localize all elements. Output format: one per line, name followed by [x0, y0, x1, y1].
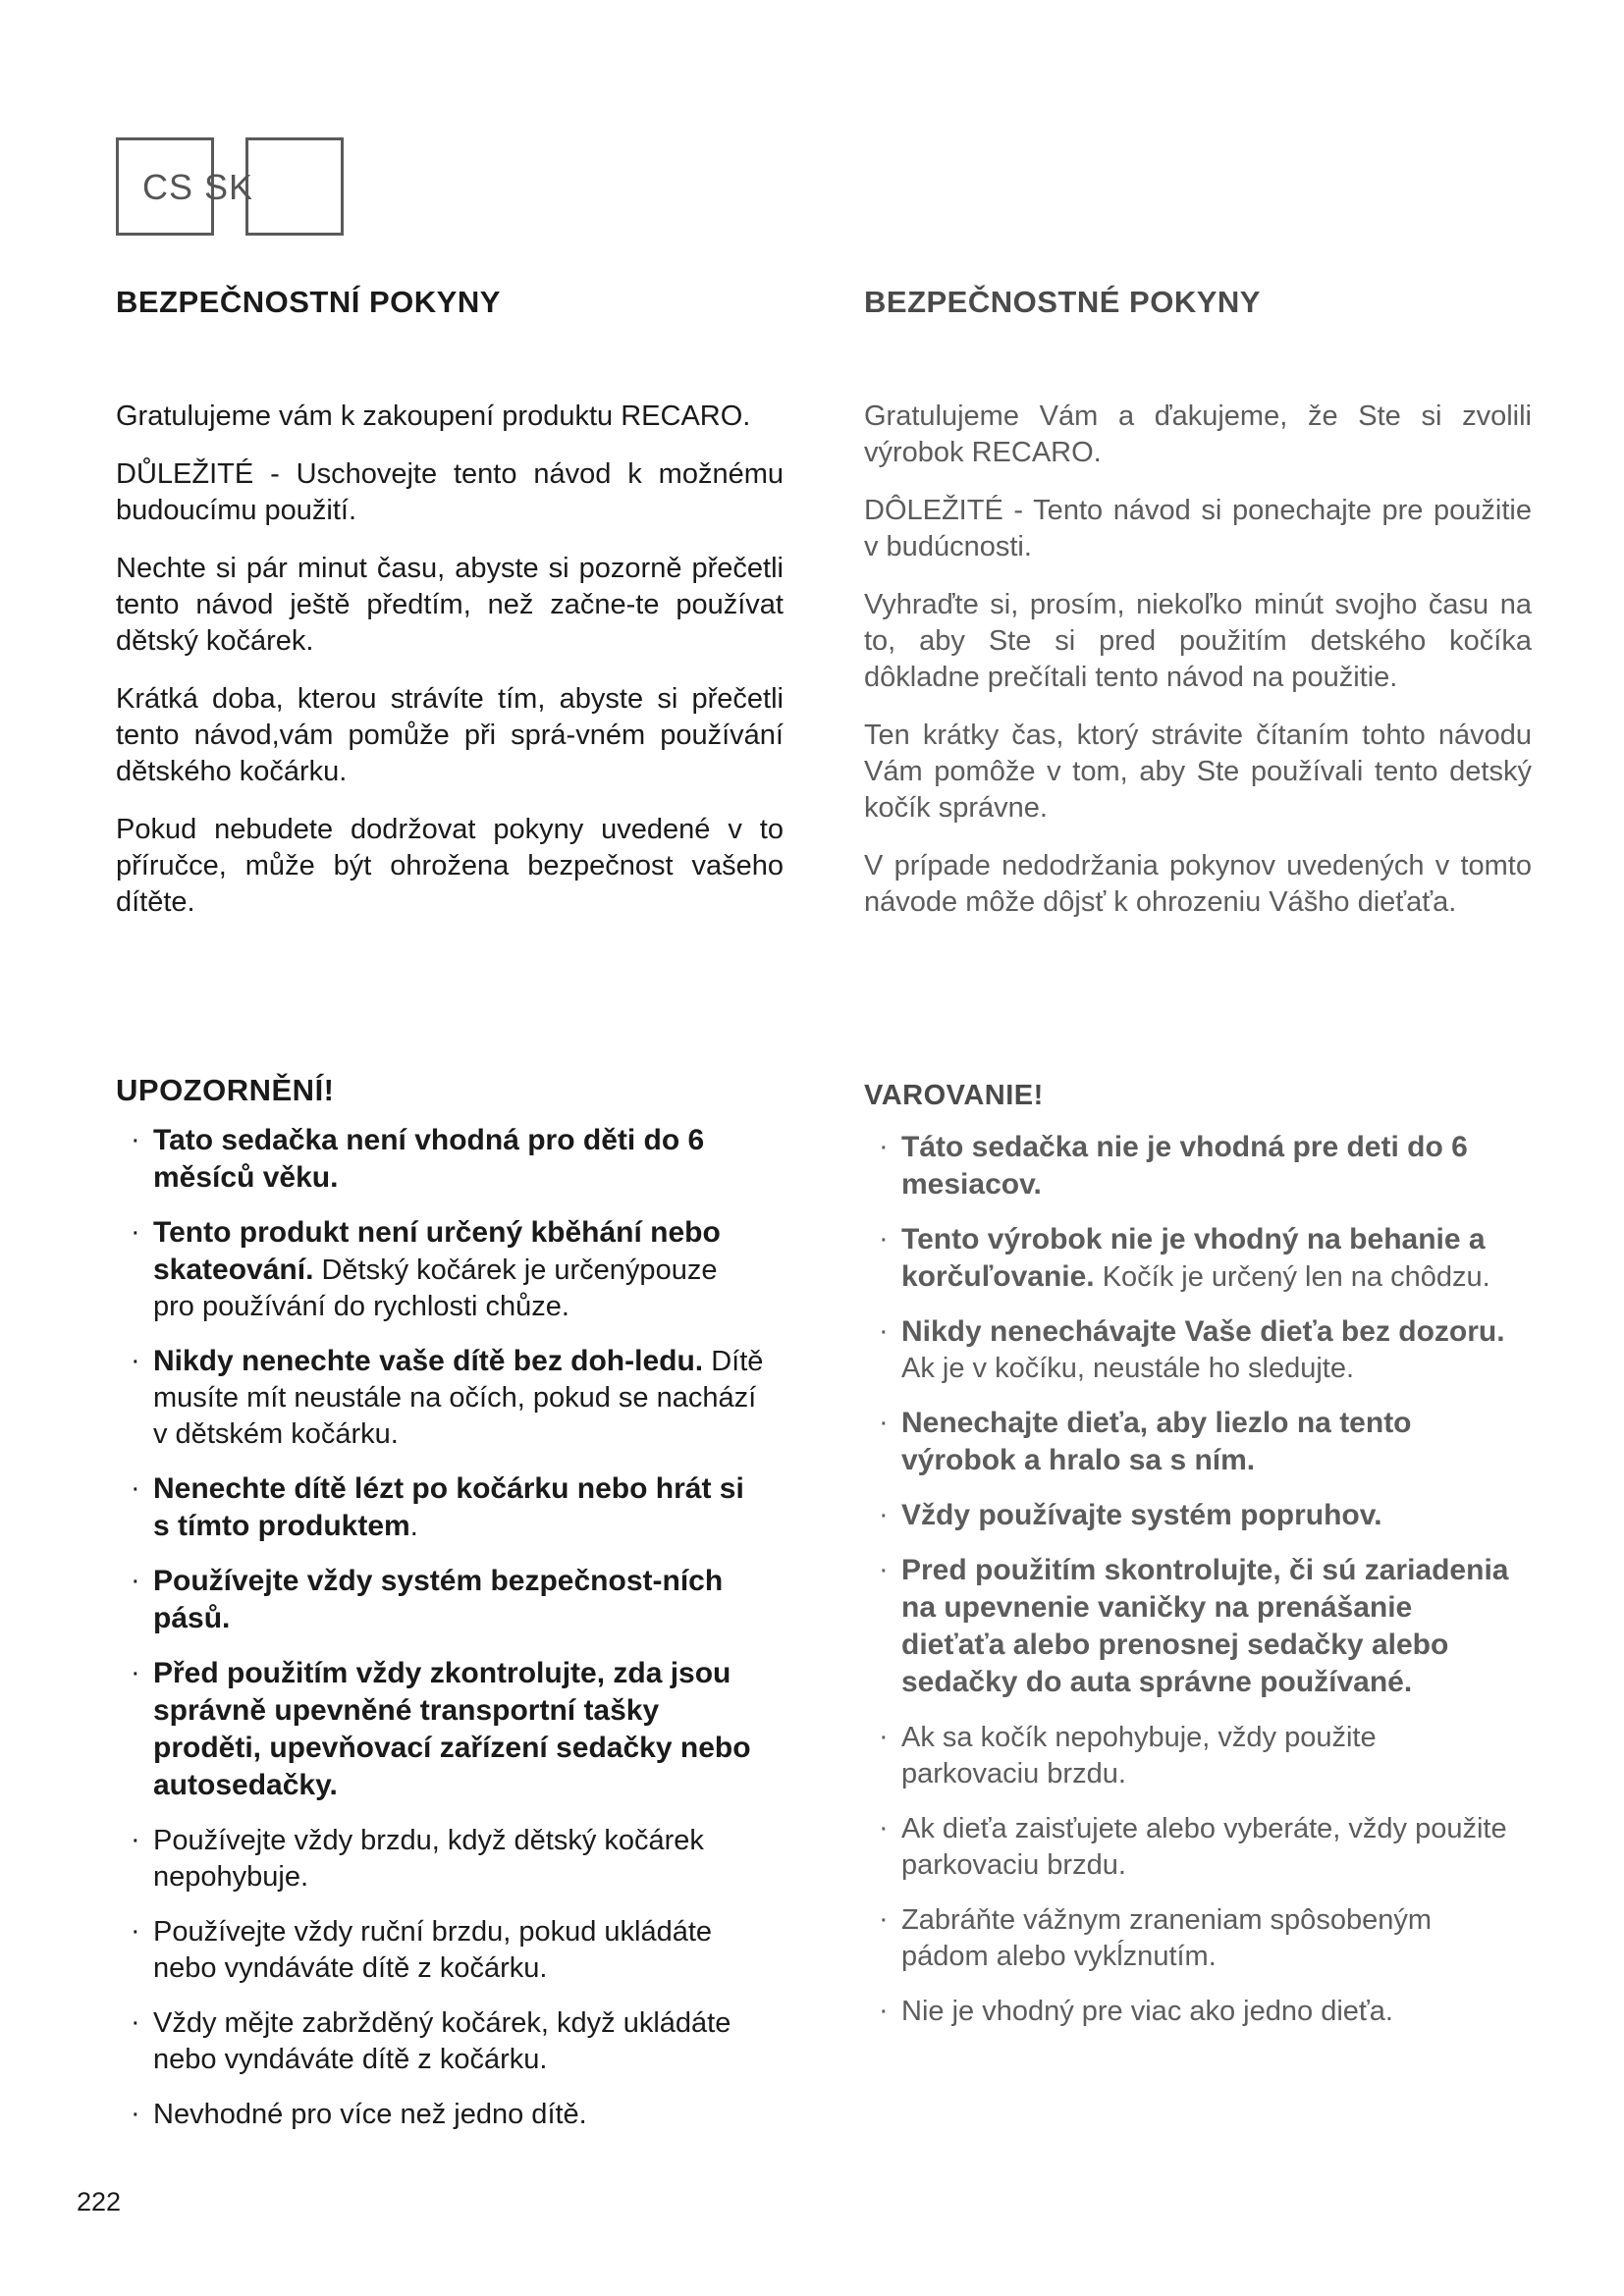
list-item: · Tento produkt není určený kběhání nebo skateování. Dětský kočárek je určenýpouze pro používání do rychlosti chůze. [116, 1214, 764, 1325]
list-item: · Ak dieťa zaisťujete alebo vyberáte, vždy použite parkovaciu brzdu. [864, 1810, 1512, 1884]
list-item: · Tato sedačka není vhodná pro děti do 6 měsíců věku. [116, 1122, 764, 1197]
page-number: 222 [77, 2187, 122, 2216]
list-item: · Nie je vhodný pre viac ako jedno dieťa. [864, 1993, 1512, 2030]
list-item: · Před použitím vždy zkontrolujte, zda jsou správně upevněné transportní tašky proděti, upevňovací zařízení sedačky nebo autosedačky. [116, 1655, 764, 1804]
list-item: · Tento výrobok nie je vhodný na behanie a korčuľovanie. Kočík je určený len na chôdzu. [864, 1221, 1512, 1296]
intro-paragraph: DÔLEŽITÉ - Tento návod si ponechajte pre použitie v budúcnosti. [864, 495, 1532, 562]
warning-list-sk [864, 1129, 1512, 2048]
language-codes: CS SK [142, 167, 254, 207]
list-item: · Vždy používajte systém popruhov. [864, 1497, 1512, 1534]
column-cs [116, 285, 784, 942]
intro-paragraph: DŮLEŽITÉ - Uschovejte tento návod k možnému budoucímu použití. [116, 458, 784, 526]
intro-cs [116, 399, 784, 921]
list-item: · Táto sedačka nie je vhodná pre deti do 6 mesiacov. [864, 1129, 1512, 1203]
list-item: · Nikdy nenechávajte Vaše dieťa bez dozoru. Ak je v kočíku, neustále ho sledujte. [864, 1313, 1512, 1387]
intro-paragraph: Pokud nebudete dodržovat pokyny uvedené v to příručce, může být ohrožena bezpečnost vašeho dítěte. [116, 814, 784, 918]
intro-paragraph: Gratulujeme vám k zakoupení produktu RECARO. [116, 400, 751, 432]
list-item: · Používejte vždy systém bezpečnost-ních pásů. [116, 1563, 764, 1637]
intro-paragraph: Krátká doba, kterou strávíte tím, abyste si přečetli tento návod,vám pomůže při sprá-vném používání dětského kočárku. [116, 683, 784, 787]
intro-paragraph: Gratulujeme Vám a ďakujeme, že Ste si zvolili výrobok RECARO. [864, 400, 1532, 468]
intro-paragraph: Vyhraďte si, prosím, niekoľko minút svojho času na to, aby Ste si pred použitím detského kočíka dôkladne prečítali tento návod na použitie. [864, 589, 1532, 693]
list-item: · Pred použitím skontrolujte, či sú zariadenia na upevnenie vaničky na prenášanie dieťaťa alebo prenosnej sedačky alebo sedačky do auta správne používané. [864, 1552, 1512, 1701]
list-item: · Nikdy nenechte vaše dítě bez doh-ledu. Dítě musíte mít neustále na očích, pokud se nachází v dětském kočárku. [116, 1343, 764, 1453]
warning-title-cs: UPOZORNĚNÍ! [116, 1073, 335, 1107]
intro-paragraph: V prípade nedodržania pokynov uvedených v tomto návode môže dôjsť k ohrozeniu Vášho dieťaťa. [864, 850, 1532, 918]
section-title-sk: BEZPEČNOSTNÉ POKYNY [864, 285, 1261, 319]
list-item: · Zabráňte vážnym zraneniam spôsobeným pádom alebo vykĺznutím. [864, 1901, 1512, 1975]
intro-paragraph: Nechte si pár minut času, abyste si pozorně přečetli tento návod ještě předtím, než začne-te používat dětský kočárek. [116, 553, 784, 657]
list-item: · Nevhodné pro více než jedno dítě. [116, 2096, 764, 2133]
warning-list-cs [116, 1122, 764, 2151]
list-item: · Nenechte dítě lézt po kočárku nebo hrát si s tímto produktem. [116, 1470, 764, 1545]
intro-sk [864, 399, 1532, 921]
intro-paragraph: Ten krátky čas, ktorý strávite čítaním tohto návodu Vám pomôže v tom, aby Ste používali tento detský kočík správne. [864, 720, 1532, 824]
list-item: · Vždy mějte zabržděný kočárek, když ukládáte nebo vyndáváte dítě z kočárku. [116, 2004, 764, 2078]
list-item: · Používejte vždy ruční brzdu, pokud ukládáte nebo vyndáváte dítě z kočárku. [116, 1913, 764, 1987]
language-box-sk [245, 137, 344, 236]
section-title-cs: BEZPEČNOSTNÍ POKYNY [116, 285, 501, 319]
list-item: · Používejte vždy brzdu, když dětský kočárek nepohybuje. [116, 1822, 764, 1896]
warning-title-sk: VAROVANIE! [864, 1080, 1044, 1111]
list-item: · Ak sa kočík nepohybuje, vždy použite parkovaciu brzdu. [864, 1719, 1512, 1792]
list-item: · Nenechajte dieťa, aby liezlo na tento výrobok a hralo sa s ním. [864, 1405, 1512, 1479]
column-sk [864, 285, 1532, 942]
